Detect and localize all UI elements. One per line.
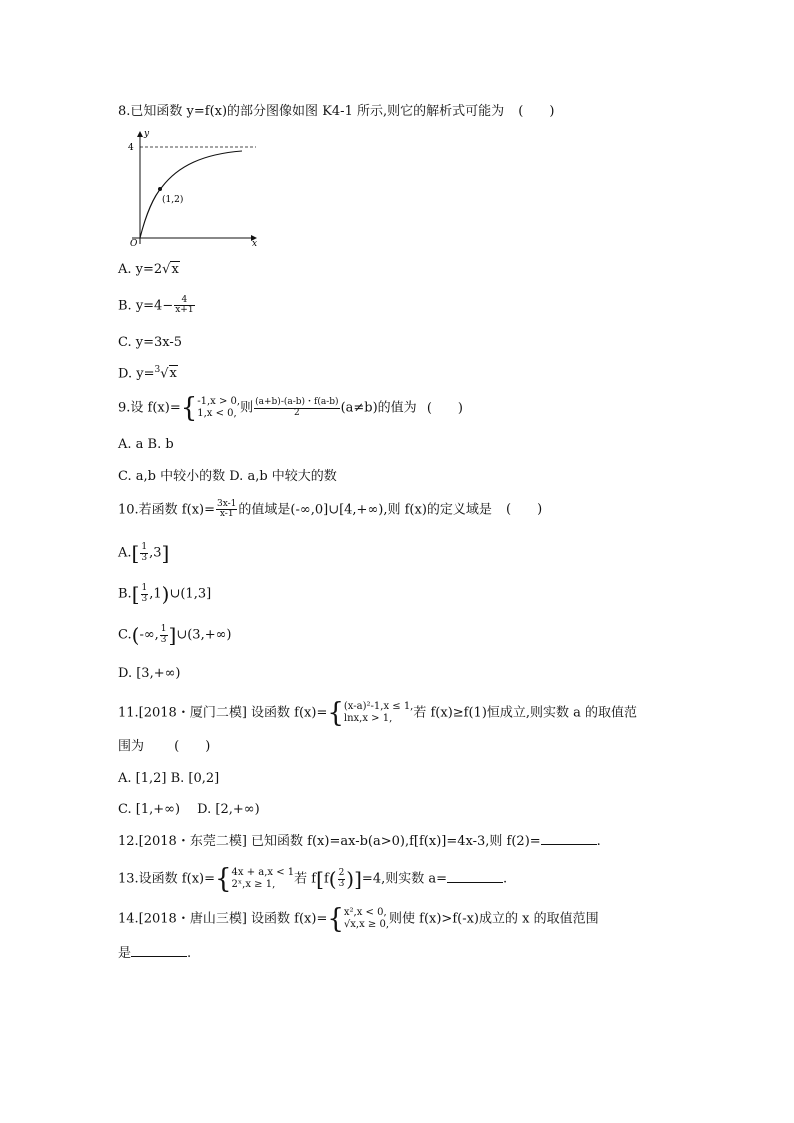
q8-stem: 8.已知函数 y=f(x)的部分图像如图 K4-1 所示,则它的解析式可能为 ( ) [118,104,555,119]
q11-stem-line2: 围为 ( ) [118,739,211,754]
fraction: $\frac{4}{x+1}$ [175,295,194,316]
q10-stem: 10.若函数 f(x)= $\frac{3x-1}{x-1}$ 的值域是(-∞,0]∪[4,+∞),则 f(x)的定义域是 ( ) [118,499,543,520]
answer-paren: ( ) [426,400,463,416]
answer-paren: ( ) [174,739,211,754]
q8-option-c: C. y=3x-5 [118,335,183,350]
origin-label: O [130,239,138,249]
q13-stem: 13.设函数 f(x)={ 4x + a,x < 1 2ˣ,x ≥ 1, 若 f[f( $\frac{2}{3}$ )]=4,则实数 a= . [118,863,508,895]
q9-options-cd: C. a,b 中较小的数 D. a,b 中较大的数 [118,469,337,484]
q10-option-c: C.(-∞, $\frac{1}{3}$ ]∪(3,+∞) [118,623,232,647]
q10-option-d: D. [3,+∞) [118,666,181,681]
fraction: $\frac{(a+b)-(a-b)・f(a-b)}{2}$ [255,397,339,418]
answer-blank[interactable] [541,843,597,845]
piecewise-cases: (x-a)²-1,x ≤ 1, lnx,x > 1, [343,700,414,724]
q10-option-a: A.[ $\frac{1}{3}$ ,3] [118,541,170,565]
y-label: y [144,129,150,139]
function-graph-k4-1 [118,124,268,250]
q8-option-a: A. y=2√x [118,262,179,277]
piecewise-cases: x²,x < 0, √x,x ≥ 0, [343,906,390,930]
piecewise-cases: 4x + a,x < 1 2ˣ,x ≥ 1, [231,866,295,890]
function-curve [140,151,242,238]
q9-stem: 9.设 f(x)={ -1,x > 0, 1,x < 0, 则 $\frac{(a+b)-(a-b)・f(a-b)}{2}$ (a≠b)的值为 ( ) [118,392,463,424]
answer-paren: ( ) [518,104,555,119]
q9-options-ab: A. a B. b [118,437,174,452]
asymptote-label: 4 [128,143,134,153]
answer-blank[interactable] [131,955,187,957]
q12-stem: 12.[2018・东莞二模] 已知函数 f(x)=ax-b(a>0),f[f(x)]=4x-3,则 f(2)= . [118,834,601,849]
q11-options-cd: C. [1,+∞) D. [2,+∞) [118,802,260,817]
fraction: $\frac{3x-1}{x-1}$ [217,499,237,520]
q8-option-d: D. y=$^3$√x [118,365,177,382]
q11-options-ab: A. [1,2] B. [0,2] [118,771,220,786]
answer-blank[interactable] [447,881,503,883]
x-label: x [252,239,258,249]
answer-paren: ( ) [506,502,543,518]
q8-option-b: B. y=4− $\frac{4}{x+1}$ [118,295,194,316]
q10-option-b: B.[ $\frac{1}{3}$ ,1)∪(1,3] [118,582,212,606]
q14-stem: 14.[2018・唐山三模] 设函数 f(x)={ x²,x < 0, √x,x ≥ 0, 则使 f(x)>f(-x)成立的 x 的取值范围 [118,903,599,935]
point-1-2 [158,187,162,191]
piecewise-cases: -1,x > 0, 1,x < 0, [197,395,241,419]
q11-stem: 11.[2018・厦门二模] 设函数 f(x)={ (x-a)²-1,x ≤ 1, lnx,x > 1, 若 f(x)≥f(1)恒成立,则实数 a 的取值范 [118,697,638,729]
point-label: (1,2) [162,195,184,205]
q14-stem-line2: 是 . [118,946,192,961]
